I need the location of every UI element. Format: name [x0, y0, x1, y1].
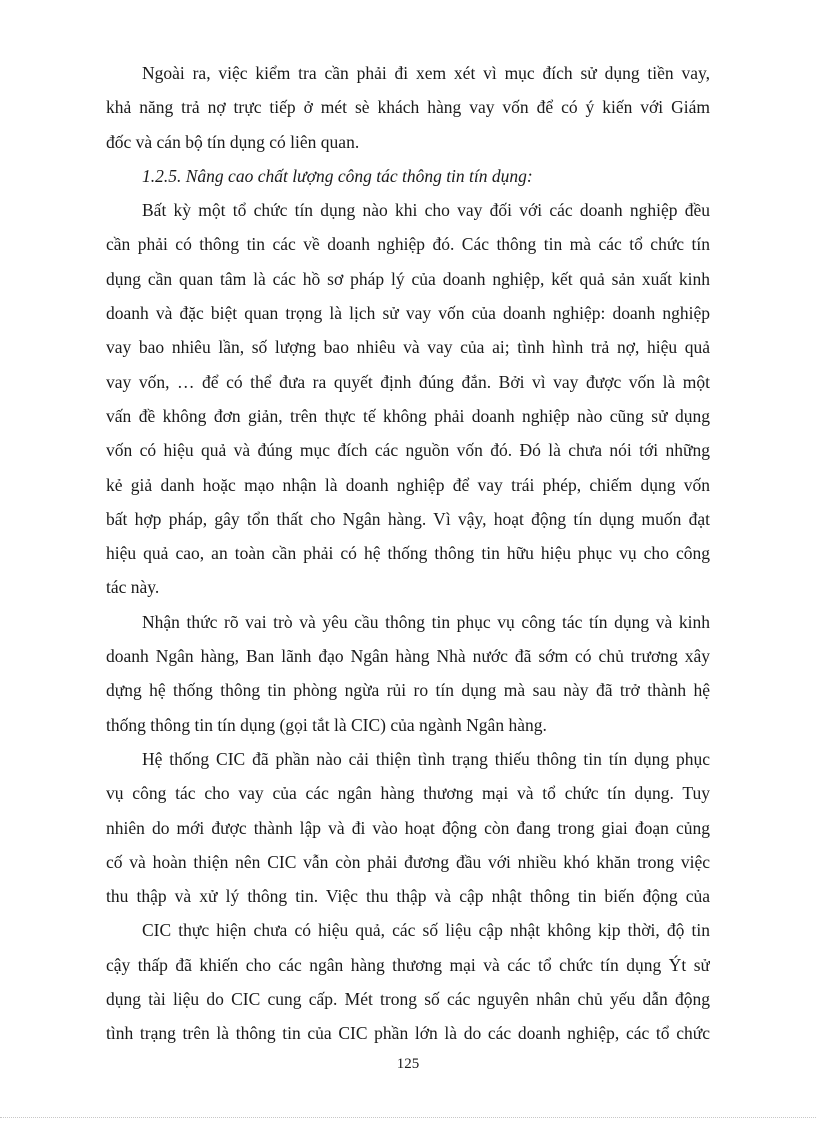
text-line: bất hợp pháp, gây tổn thất cho Ngân hàng. Vì vậy, hoạt động tín dụng muốn đạt: [106, 508, 710, 529]
text-line: thu thập và xử lý thông tin. Việc thu thập và cập nhật thông tin biến động của: [106, 886, 710, 907]
text-line: tác này.: [106, 577, 160, 598]
text-line: dụng cần quan tâm là các hồ sơ pháp lý của doanh nghiệp, kết quả sản xuất kinh: [106, 268, 710, 289]
text-line: kẻ giả danh hoặc mạo nhận là doanh nghiệp để vay trái phép, chiếm dụng vốn: [106, 474, 710, 495]
page-number: 125: [396, 1056, 420, 1072]
text-line: Hệ thống CIC đã phần nào cải thiện tình trạng thiếu thông tin tín dụng phục: [142, 748, 710, 769]
text-line: cần phải có thông tin các về doanh nghiệp đó. Các thông tin mà các tổ chức tín: [106, 234, 710, 255]
text-line: cố và hoàn thiện nên CIC vẫn còn phải đương đầu với nhiều khó khăn trong việc: [106, 851, 710, 872]
text-line: Bất kỳ một tổ chức tín dụng nào khi cho vay đối với các doanh nghiệp đều: [142, 200, 710, 221]
text-line: vấn đề không đơn giản, trên thực tế không phải doanh nghiệp nào cũng sử dụng: [106, 405, 710, 426]
text-line: cậy thấp đã khiến cho các ngân hàng thương mại và các tổ chức tín dụng Ýt sử: [106, 954, 710, 975]
text-line: Nhận thức rõ vai trò và yêu cầu thông tin phục vụ công tác tín dụng và kinh: [142, 611, 710, 632]
text-line: nhiên do mới được thành lập và đi vào hoạt động còn đang trong giai đoạn củng: [106, 817, 710, 838]
text-line: đốc và cán bộ tín dụng có liên quan.: [106, 131, 360, 152]
text-line: vốn có hiệu quả và đúng mục đích các nguồn vốn đó. Đó là chưa nói tới những: [106, 440, 710, 461]
text-line: vụ công tác cho vay của các ngân hàng thương mại và tổ chức tín dụng. Tuy: [106, 783, 710, 804]
text-line: Ngoài ra, việc kiểm tra cần phải đi xem xét vì mục đích sử dụng tiền vay,: [142, 63, 710, 83]
text-line: khả năng trả nợ trực tiếp ở mét sè khách hàng vay vốn để có ý kiến với Giám: [106, 97, 710, 118]
text-line: CIC thực hiện chưa có hiệu quả, các số liệu cập nhật không kịp thời, độ tin: [142, 920, 710, 941]
text-line: hiệu quả cao, an toàn cần phải có hệ thống thông tin hữu hiệu phục vụ cho công: [106, 543, 710, 564]
text-line: tình trạng trên là thông tin của CIC phần lớn là do các doanh nghiệp, các tổ chức: [106, 1023, 710, 1044]
text-line: doanh và đặc biệt quan trọng là lịch sử vay vốn của doanh nghiệp: doanh nghiệp: [106, 303, 710, 324]
body-text: [106, 56, 710, 1051]
text-line: vay bao nhiêu lần, số lượng bao nhiêu và vay của ai; tình hình trả nợ, hiệu quả: [106, 337, 710, 358]
text-line: dựng hệ thống thông tin phòng ngừa rủi ro tín dụng mà sau này đã trở thành hệ: [106, 680, 710, 701]
text-line: vay vốn, … để có thể đưa ra quyết định đúng đắn. Bởi vì vay được vốn là một: [106, 371, 710, 392]
page-bottom-divider: [0, 1117, 816, 1118]
text-line: doanh Ngân hàng, Ban lãnh đạo Ngân hàng Nhà nước đã sớm có chủ trương xây: [106, 646, 710, 667]
text-line: thống thông tin tín dụng (gọi tắt là CIC) của ngành Ngân hàng.: [106, 714, 547, 735]
text-line: dụng tài liệu do CIC cung cấp. Mét trong số các nguyên nhân chủ yếu dẫn động: [106, 989, 710, 1010]
section-heading: 1.2.5. Nâng cao chất lượng công tác thông tin tín dụng:: [142, 165, 533, 186]
